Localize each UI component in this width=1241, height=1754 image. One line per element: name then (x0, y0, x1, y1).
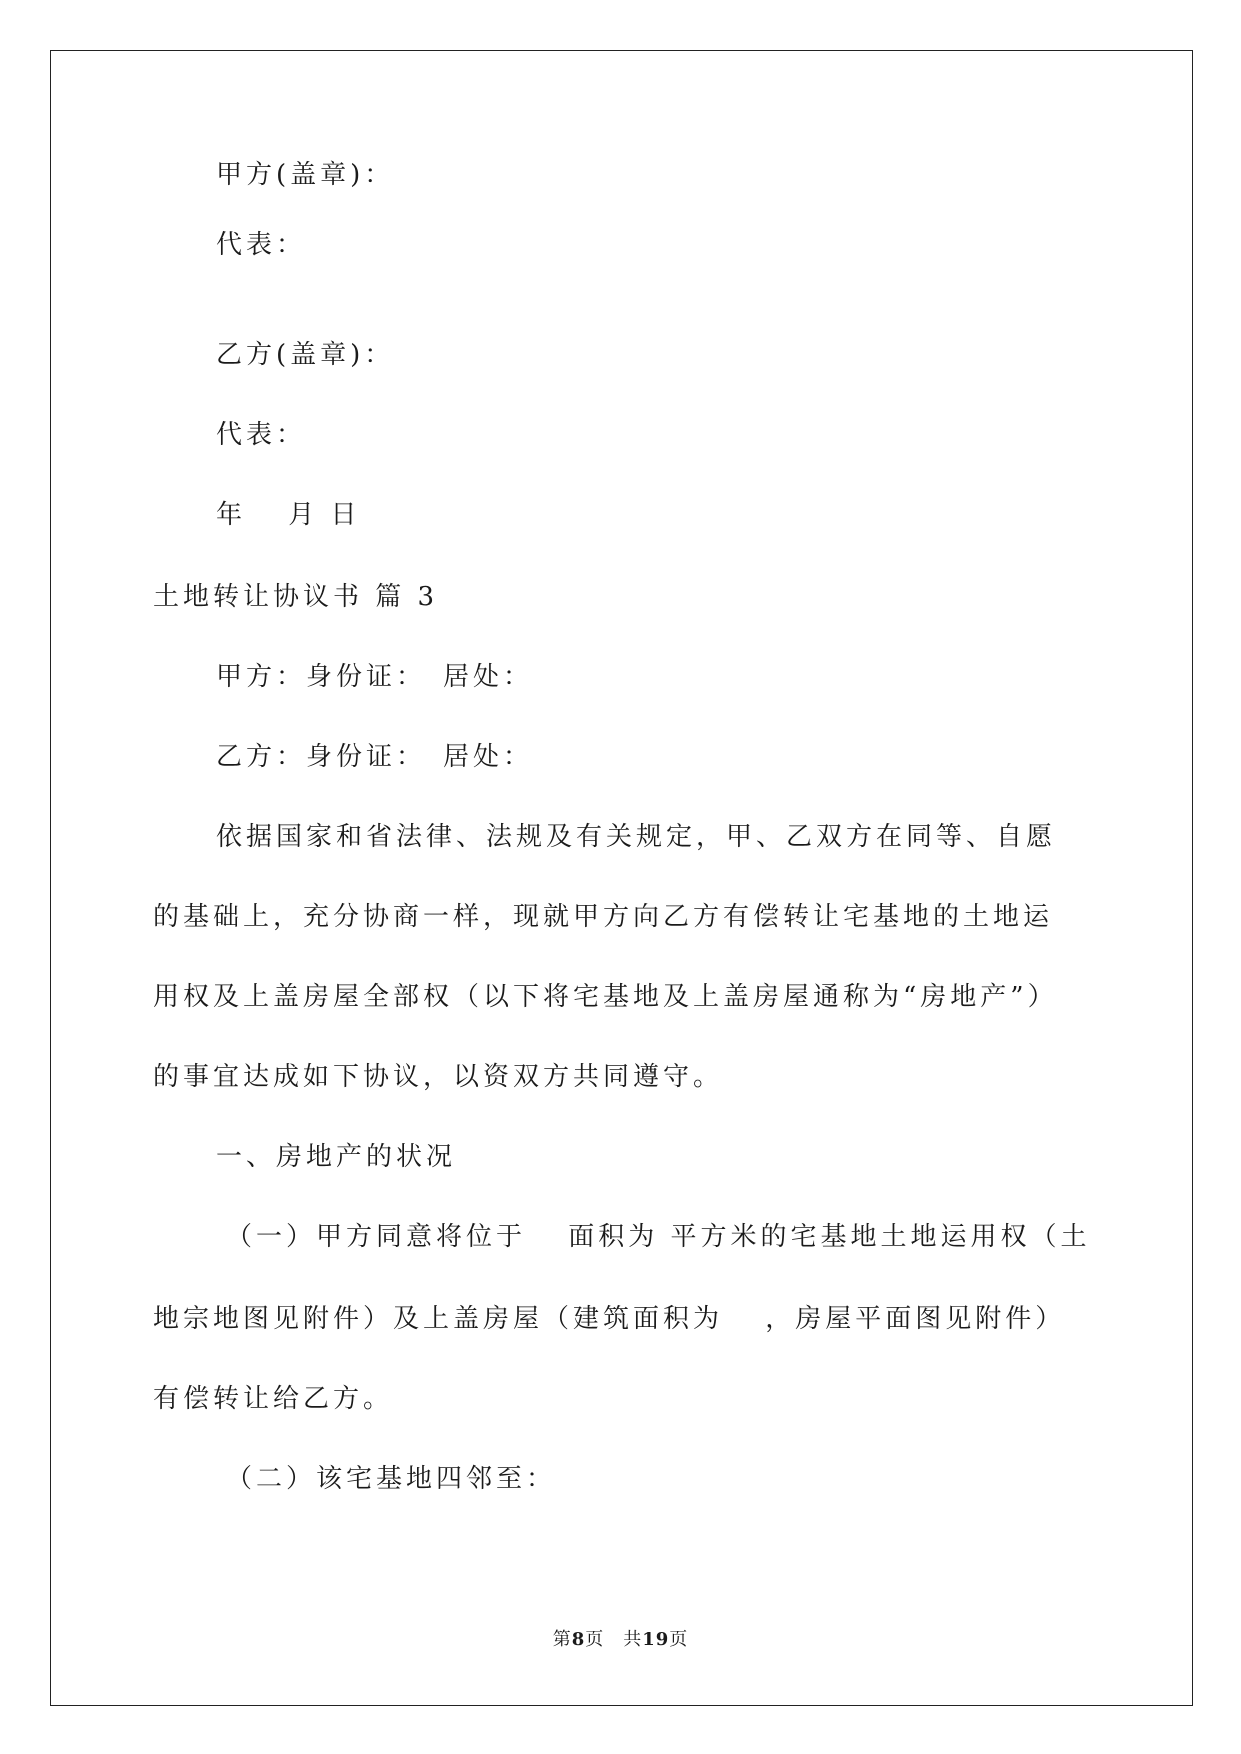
party-b-seal-line: 乙方(盖章)： (216, 340, 395, 370)
footer-prefix: 第 (552, 1629, 572, 1650)
paragraph-line: 用权及上盖房屋全部权（以下将宅基地及上盖房屋通称为“房地产”） (153, 982, 1058, 1012)
clause-one-line: 有偿转让给乙方。 (153, 1384, 394, 1414)
heading-property-status: 一、房地产的状况 (216, 1142, 457, 1172)
party-b-representative-line: 代表： (216, 420, 307, 450)
clause-one-line: 地宗地图见附件）及上盖房屋（建筑面积为 ，房屋平面图见附件） (153, 1304, 1066, 1334)
page-footer (0, 1628, 1241, 1652)
paragraph-line: 依据国家和省法律、法规及有关规定，甲、乙双方在同等、自愿 (216, 822, 1057, 852)
paragraph-line: 的基础上，充分协商一样，现就甲方向乙方有偿转让宅基地的土地运 (153, 902, 1054, 932)
paragraph-line: 的事宜达成如下协议，以资双方共同遵守。 (153, 1062, 724, 1092)
page-border (50, 50, 1193, 1706)
party-a-seal-line: 甲方(盖章)： (216, 160, 395, 190)
party-a-representative-line: 代表： (216, 230, 307, 260)
footer-suffix: 页 (669, 1629, 689, 1650)
footer-total-pages: 19 (642, 1629, 670, 1650)
clause-one-line: （一）甲方同意将位于 面积为 平方米的宅基地土地运用权（土 (226, 1222, 1091, 1252)
footer-middle: 页 共 (585, 1629, 643, 1650)
footer-page-number: 8 (571, 1629, 586, 1650)
section-title: 土地转让协议书 篇 3 (153, 582, 439, 612)
clause-two-line: （二）该宅基地四邻至： (226, 1464, 557, 1494)
party-b-info-line: 乙方：身份证： 居处： (216, 742, 534, 772)
date-line: 年 月 日 (216, 500, 361, 530)
party-a-info-line: 甲方：身份证： 居处： (216, 662, 534, 692)
